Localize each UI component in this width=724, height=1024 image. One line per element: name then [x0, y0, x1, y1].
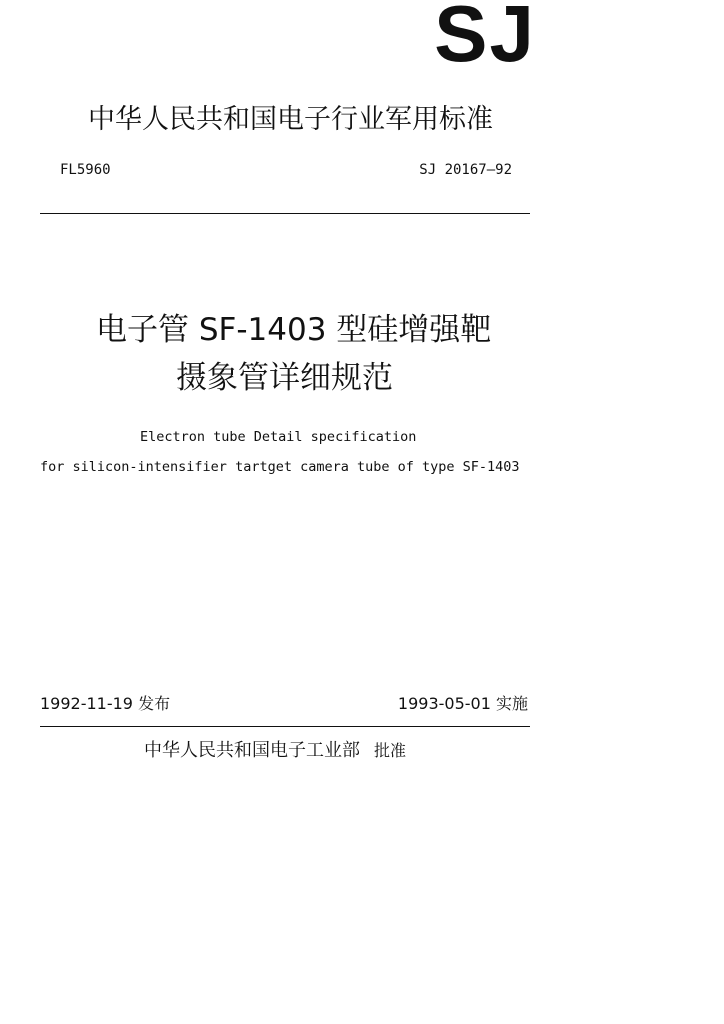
classification-code: FL5960 [60, 162, 111, 178]
approval-word: 批准 [374, 741, 407, 760]
document-title-cn-line1: 电子管 SF-1403 型硅增强靶 [96, 312, 492, 348]
header-divider [40, 213, 530, 214]
issue-date: 1992-11-19 发布 [40, 694, 171, 713]
footer-divider [40, 726, 530, 727]
organization-title: 中华人民共和国电子行业军用标准 [88, 104, 493, 135]
document-title-cn-line2: 摄象管详细规范 [176, 360, 393, 396]
implementation-date: 1993-05-01 实施 [397, 694, 528, 713]
sj-logo: SJ [434, 0, 536, 78]
approving-authority: 中华人民共和国电子工业部 [144, 740, 360, 761]
document-title-en-line1: Electron tube Detail specification [140, 429, 417, 445]
approval-line [144, 740, 406, 762]
document-title-en-line2: for silicon-intensifier tartget camera tube of type SF-1403 [40, 459, 520, 475]
standard-number: SJ 20167—92 [419, 162, 512, 178]
